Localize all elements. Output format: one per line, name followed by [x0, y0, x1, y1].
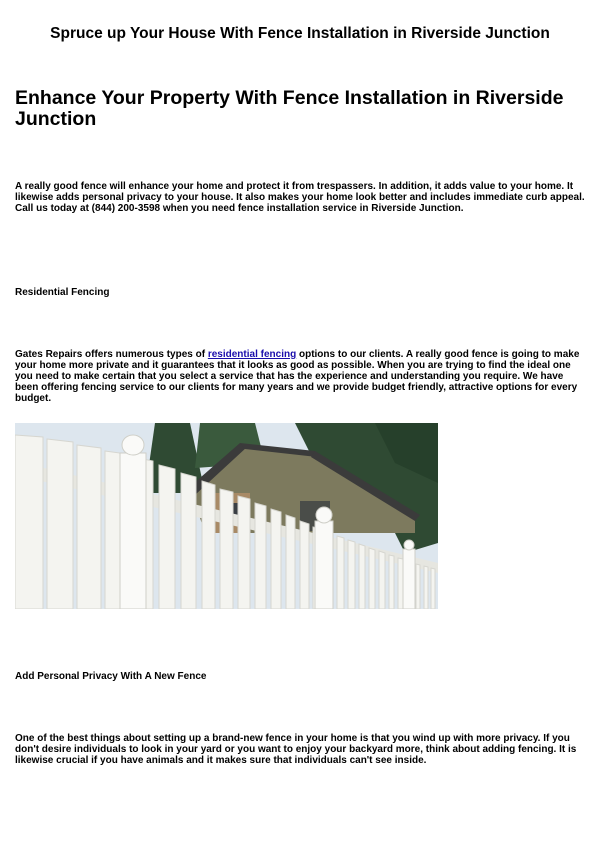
main-heading: Enhance Your Property With Fence Installation in Riverside Junction: [15, 87, 564, 130]
paragraph-text-end: options to our clients. A really good fence is going to make your home more private and it guarantees that it looks as good as possible. When you are trying to find the ideal one you need to make certain that you select a service that has the experience and understanding you require. We have been offering fencing service to our clients for many years and we provide budget friendly, attractive options for every budget.: [15, 349, 580, 404]
residential-fencing-link[interactable]: residential fencing: [207, 349, 297, 360]
intro-paragraph: A really good fence will enhance your home and protect it from trespassers. In addition, it adds value to your home. It likewise adds personal privacy to your house. It also makes your home look better and includes immediate curb appeal. Call us today at (844) 200-3598 when you need fence installation service in Riverside Junction.: [15, 181, 585, 214]
fence-house-image: [15, 423, 438, 609]
privacy-heading: Add Personal Privacy With A New Fence: [15, 671, 207, 682]
residential-fencing-heading: Residential Fencing: [15, 287, 110, 298]
fence-photo: [15, 423, 438, 609]
paragraph-text-start: Gates Repairs offers numerous types of: [15, 349, 208, 360]
residential-fencing-paragraph: [15, 349, 585, 404]
document-title: Spruce up Your House With Fence Installation in Riverside Junction: [50, 25, 550, 42]
privacy-paragraph: One of the best things about setting up a brand-new fence in your home is that you wind up with more privacy. If you don't desire individuals to look in your yard or you want to enjoy your backyard more, think about adding fencing. It is likewise crucial if you have animals and it makes sure that individuals can't see inside.: [15, 733, 577, 766]
